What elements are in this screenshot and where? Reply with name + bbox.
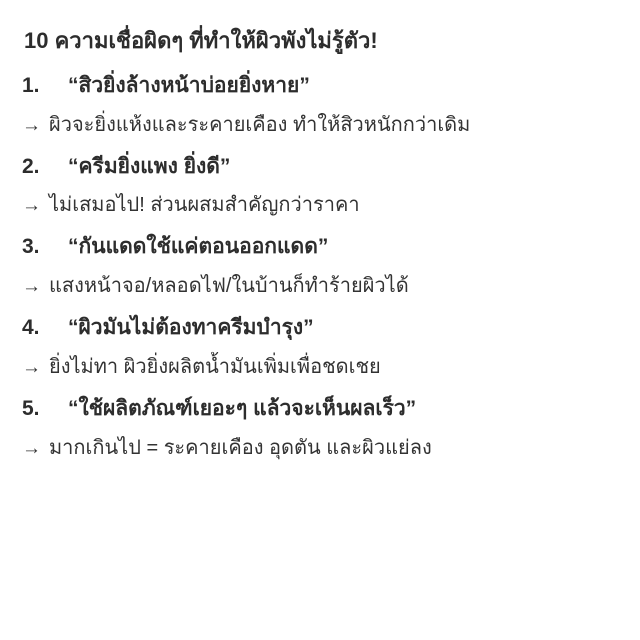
item-number: 2. [22,154,40,178]
item-answer-text: แสงหน้าจอ/หลอดไฟ/ในบ้านก็ทำร้ายผิวได้ [49,275,409,298]
myth-line [22,147,618,187]
answer-line [22,429,618,468]
answer-line [22,186,618,225]
item-myth-text: “ผิวมันไม่ต้องทาครีมบำรุง” [68,316,314,340]
myth-line [22,227,618,267]
item-number: 5. [22,397,40,421]
item-number: 3. [22,235,40,259]
item-myth-text: “ครีมยิ่งแพง ยิ่งดี” [68,154,231,178]
list-item [22,389,618,468]
answer-line [22,267,618,306]
item-number: 1. [22,73,40,97]
item-myth-text: “สิวยิ่งล้างหน้าบ่อยยิ่งหาย” [68,73,310,97]
item-number: 4. [22,316,40,340]
arrow-right-icon: → [22,114,41,136]
item-answer-text: ยิ่งไม่ทา ผิวยิ่งผลิตน้ำมันเพิ่มเพื่อชดเชย [49,356,381,379]
arrow-right-icon: → [22,195,41,217]
list-item [22,66,618,145]
item-answer-text: มากเกินไป = ระคายเคือง อุดตัน และผิวแย่ลง [49,437,432,460]
myth-line [22,308,618,348]
arrow-right-icon: → [22,276,41,298]
item-answer-text: ผิวจะยิ่งแห้งและระคายเคือง ทำให้สิวหนักกว่าเดิม [49,113,471,136]
arrow-right-icon: → [22,357,41,379]
page-title: 10 ความเชื่อผิดๆ ที่ทำให้ผิวพังไม่รู้ตัว! [24,28,378,53]
list-item [22,227,618,306]
item-myth-text: “กันแดดใช้แค่ตอนออกแดด” [68,235,329,259]
list-item [22,308,618,387]
list-item [22,147,618,226]
myth-line [22,66,618,106]
answer-line [22,348,618,387]
item-myth-text: “ใช้ผลิตภัณฑ์เยอะๆ แล้วจะเห็นผลเร็ว” [68,397,417,421]
myth-line [22,389,618,429]
item-answer-text: ไม่เสมอไป! ส่วนผสมสำคัญกว่าราคา [49,194,360,217]
arrow-right-icon: → [22,438,41,460]
answer-line [22,106,618,145]
